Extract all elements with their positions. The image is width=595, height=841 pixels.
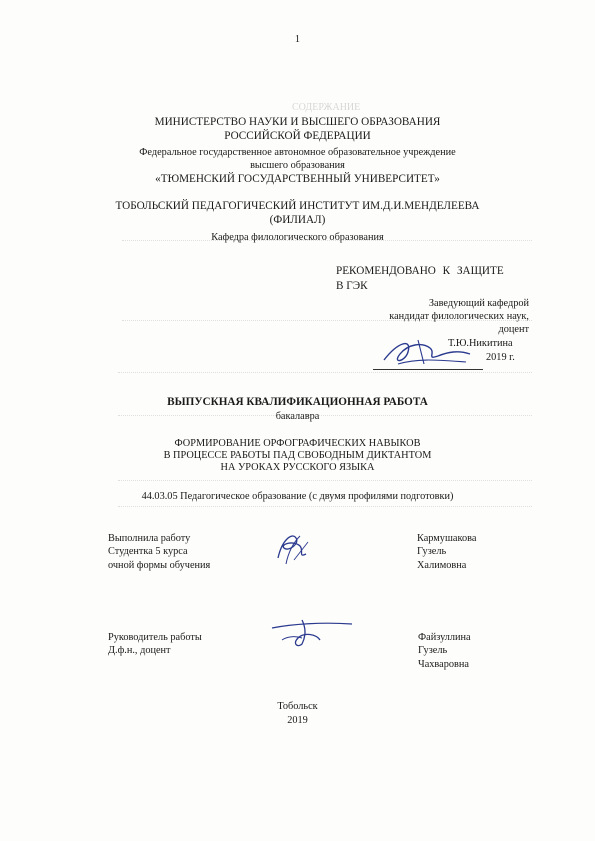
author-signature-icon — [270, 528, 316, 570]
author-first-name: Гузель — [417, 546, 447, 557]
bleed-through-line — [118, 480, 532, 482]
topic-line3: НА УРОКАХ РУССКОГО ЯЗЫКА — [220, 462, 375, 473]
supervisor-first-name: Гузель — [418, 645, 448, 656]
institution-type-line2: высшего образования — [250, 160, 345, 171]
bleed-through-line — [118, 506, 532, 508]
specialty: 44.03.05 Педагогическое образование (с двумя профилями подготовки) — [141, 491, 454, 502]
city: Тобольск — [277, 701, 318, 712]
approval-role3: доцент — [498, 324, 529, 335]
supervisor-surname: Файзуллина — [418, 632, 471, 643]
author-surname: Кармушакова — [417, 533, 477, 544]
approval-head-name: Т.Ю.Никитина — [448, 338, 513, 349]
degree: бакалавра — [275, 411, 320, 422]
topic-line1: ФОРМИРОВАНИЕ ОРФОГРАФИЧЕСКИХ НАВЫКОВ — [174, 438, 421, 449]
author-patronymic: Халимовна — [417, 560, 467, 571]
author-label-line2: Студентка 5 курса — [108, 546, 188, 557]
author-label-line1: Выполнила работу — [108, 533, 191, 544]
supervisor-label-line2: Д.ф.н., доцент — [108, 645, 171, 656]
page-number: 1 — [294, 34, 301, 45]
supervisor-patronymic: Чахваровна — [418, 659, 469, 670]
ministry-line1: МИНИСТЕРСТВО НАУКИ И ВЫСШЕГО ОБРАЗОВАНИЯ — [154, 116, 441, 128]
supervisor-signature-icon — [262, 614, 358, 650]
head-of-department-signature-icon — [378, 334, 478, 370]
supervisor-label-line1: Руководитель работы — [108, 632, 202, 643]
institute-line1: ТОБОЛЬСКИЙ ПЕДАГОГИЧЕСКИЙ ИНСТИТУТ ИМ.Д.И.МЕНДЕЛЕЕВА — [115, 200, 480, 212]
year: 2019 — [287, 715, 308, 726]
author-label-line3: очной формы обучения — [108, 560, 211, 571]
approval-role2: кандидат филологических наук, — [389, 311, 529, 322]
ministry-line2: РОССИЙСКОЙ ФЕДЕРАЦИИ — [224, 130, 371, 142]
topic-line2: В ПРОЦЕССЕ РАБОТЫ ПАД СВОБОДНЫМ ДИКТАНТОМ — [163, 450, 432, 461]
department-name: Кафедра филологического образования — [211, 232, 384, 243]
work-title: ВЫПУСКНАЯ КВАЛИФИКАЦИОННАЯ РАБОТА — [167, 396, 428, 408]
approval-line1: РЕКОМЕНДОВАНО К ЗАЩИТЕ — [336, 265, 504, 277]
bleed-through-line — [118, 372, 532, 374]
institution-type-line1: Федеральное государственное автономное образовательное учреждение — [139, 147, 456, 158]
approval-role1: Заведующий кафедрой — [428, 298, 529, 309]
institute-line2: (ФИЛИАЛ) — [269, 214, 326, 226]
university-name: «ТЮМЕНСКИЙ ГОСУДАРСТВЕННЫЙ УНИВЕРСИТЕТ» — [155, 173, 440, 185]
approval-date: 2019 г. — [486, 352, 515, 363]
approval-line2: В ГЭК — [336, 280, 368, 292]
bleed-through-heading: СОДЕРЖАНИЕ — [292, 102, 361, 113]
